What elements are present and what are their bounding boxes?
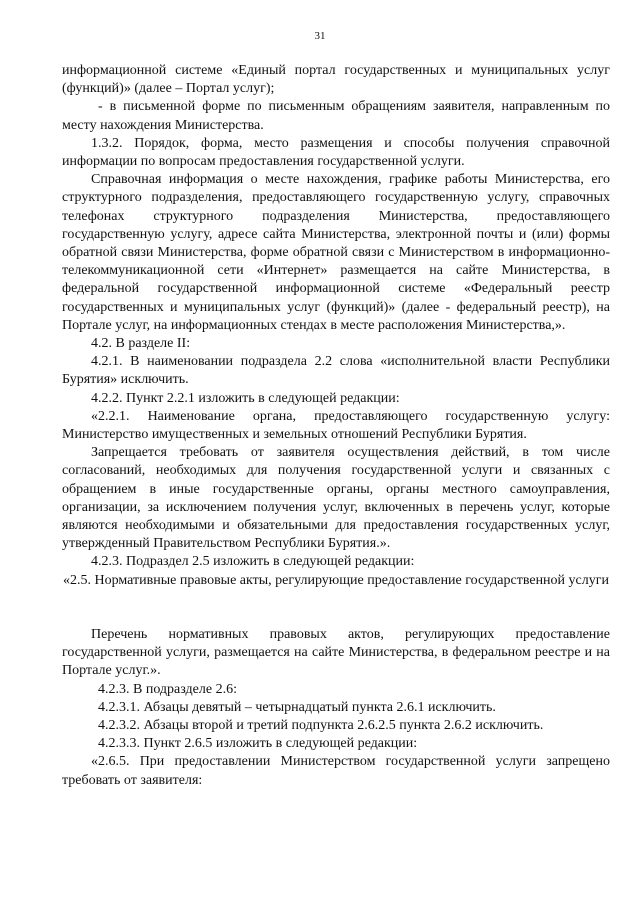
paragraph-4-2-3-3: 4.2.3.3. Пункт 2.6.5 изложить в следующей редакции: [98, 736, 418, 752]
paragraph-2-2-1: «2.2.1. Наименование органа, предоставляющего государственную услугу: Министерство имущественных и земельных отношений Республики Бурятия. [62, 408, 610, 443]
paragraph-reference-info: Справочная информация о месте нахождения, графике работы Министерства, его структурного подразделения, предоставляющего государственную услугу, справочных телефонах структурного подразделения Министерства, предоставляющего государственную услугу, адресе сайта Министерства, электронной почты и (или) формы обратной связи Министерства, форме обратной связи с Министерством в информационно- телекоммуникационной сети «Интернет» размещается на сайте Министерства, в федеральной государственной информационной системе «Федеральный реестр государственных и муниципальных услуг (функций)» (далее - федеральный реестр), на Портале услуг, на информационных стендах в месте расположения Министерства,». [62, 172, 610, 333]
paragraph-2-6-5: «2.6.5. При предоставлении Министерством государственной услуги запрещено требовать от заявителя: [62, 754, 610, 788]
page-number: 31 [314, 30, 326, 42]
paragraph-legal-acts-list: Перечень нормативных правовых актов, регулирующих предоставление государственной услуги, размещается на сайте Министерства, в федеральном реестре и на Портале услуг.». [62, 626, 610, 679]
paragraph-1-3-2: 1.3.2. Порядок, форма, место размещения и способы получения справочной информации по вопросам предоставления государственной услуги. [62, 135, 610, 170]
paragraph-4-2-2: 4.2.2. Пункт 2.2.1 изложить в следующей редакции: [91, 390, 400, 406]
paragraph-4-2-1: 4.2.1. В наименовании подраздела 2.2 слова «исполнительной власти Республики Бурятия» исключить. [62, 354, 610, 388]
paragraph-4-2-3-section: 4.2.3. В подразделе 2.6: [98, 681, 237, 697]
paragraph-4-2-3-subsection: 4.2.3. Подраздел 2.5 изложить в следующей редакции: [91, 554, 415, 570]
paragraph-portal-continuation: информационной системе «Единый портал государственных и муниципальных услуг (функций)» (далее – Портал услуг); [62, 63, 610, 97]
section-heading-2-5: «2.5. Нормативные правовые акты, регулирующие предоставление государственной услуги [63, 572, 609, 588]
paragraph-4-2-3-2: 4.2.3.2. Абзацы второй и третий подпункта 2.6.2.5 пункта 2.6.2 исключить. [98, 717, 544, 733]
paragraph-4-2: 4.2. В разделе II: [91, 336, 191, 352]
paragraph-written-form: - в письменной форме по письменным обращениям заявителя, направленным по месту нахождения Министерства. [62, 99, 610, 133]
paragraph-4-2-3-1: 4.2.3.1. Абзацы девятый – четырнадцатый пункта 2.6.1 исключить. [98, 699, 496, 715]
document-body [62, 62, 610, 790]
paragraph-prohibition: Запрещается требовать от заявителя осуществления действий, в том числе согласований, необходимых для получения государственной услуги и связанных с обращением в иные государственные органы, органы местного самоуправления, организации, за исключением получения услуг, включенных в перечень услуг, которые являются необходимыми и обязательными для предоставления государственных услуг, утвержденный Правительством Республики Бурятия.». [62, 445, 610, 552]
